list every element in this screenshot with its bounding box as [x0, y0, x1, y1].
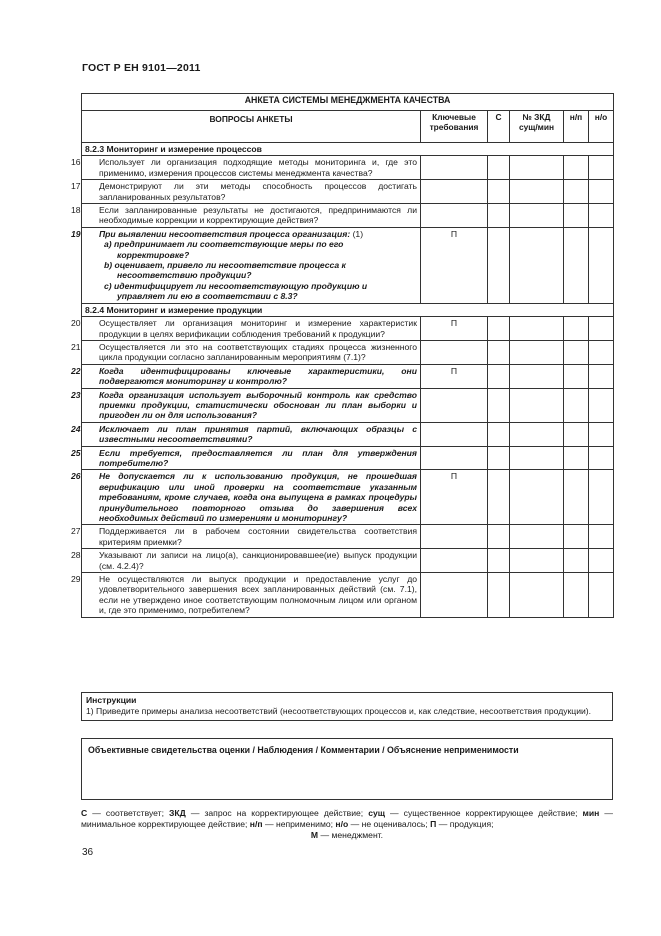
question-cell [71, 525, 421, 549]
question-cell [71, 180, 421, 204]
question-text: Когда идентифицированы ключевые характеристики, они подвергаются мониторингу и контролю? [99, 365, 417, 387]
question-number: 20 [71, 318, 81, 329]
question-text: Если запланированные результаты не достигаются, предпринимаются ли необходимые коррекции и корректирующие действия? [99, 205, 417, 226]
question-text: Не осуществляются ли выпуск продукции и предоставление услуг до удовлетворительного завершения всех запланированных действий (см. 7.1), если не утверждено иное соответствующим полномочным лицом или органом и, где это применимо, потребителем? [99, 574, 417, 616]
question-text: Демонстрируют ли эти методы способность процессов достигать запланированных результатов? [99, 181, 417, 202]
col-header-conforms: С [488, 111, 510, 143]
question-row [82, 204, 614, 228]
not-applicable-cell[interactable] [564, 388, 589, 422]
legend-desc: — продукция; [436, 819, 494, 829]
legend-desc: — запрос на корректирующее действие; [185, 808, 369, 818]
question-text-block [71, 228, 417, 239]
col-header-not-evaluated: н/о [589, 111, 614, 143]
legend-text [81, 808, 613, 829]
question-subitem: a) предпринимает ли соответствующие меры по его корректировке? [104, 239, 344, 260]
question-number: 16 [71, 157, 81, 168]
question-number: 23 [71, 389, 81, 400]
car-cell[interactable] [510, 180, 564, 204]
question-text: Осуществляется ли это на соответствующих стадиях процесса жизненного цикла продукции согласно запланированным мероприятиям (7.1)? [99, 341, 417, 363]
not-evaluated-cell[interactable] [589, 317, 614, 341]
question-subitem: c) идентифицирует ли несоответствующую продукцию и управляет ли ею в соответствии с 8.3? [104, 280, 368, 302]
car-cell[interactable] [510, 364, 564, 388]
question-number: 19 [71, 228, 81, 239]
key-requirement-cell [421, 340, 488, 364]
question-number: 24 [71, 423, 81, 434]
question-text: Осуществляет ли организация мониторинг и измерение характеристик продукции в целях верификации соблюдения требований к продукции? [99, 318, 417, 339]
question-cell [71, 470, 421, 525]
document-header: ГОСТ Р ЕН 9101—2011 [82, 62, 201, 74]
not-evaluated-cell[interactable] [589, 573, 614, 618]
question-subitem: b) оценивает, привело ли несоответствие процесса к несоответствию продукции? [104, 260, 346, 281]
not-applicable-cell[interactable] [564, 470, 589, 525]
key-requirement-cell: П [421, 470, 488, 525]
question-text-block [71, 157, 417, 178]
question-row [82, 317, 614, 341]
conforms-cell[interactable] [488, 573, 510, 618]
car-cell[interactable] [510, 204, 564, 228]
key-requirement-cell: П [421, 317, 488, 341]
conforms-cell[interactable] [488, 446, 510, 470]
not-applicable-cell[interactable] [564, 422, 589, 446]
question-cell [71, 156, 421, 180]
not-applicable-cell[interactable] [564, 364, 589, 388]
question-cell [71, 364, 421, 388]
question-text: Использует ли организация подходящие методы мониторинга и, где это применимо, измерения процессов системы менеджмента качества? [99, 157, 417, 178]
table-title: АНКЕТА СИСТЕМЫ МЕНЕДЖМЕНТА КАЧЕСТВА [82, 94, 614, 111]
question-row [82, 573, 614, 618]
legend-desc: — менеджмент. [318, 830, 384, 840]
question-cell [71, 204, 421, 228]
question-cell [71, 340, 421, 364]
not-applicable-cell[interactable] [564, 446, 589, 470]
instructions-title: Инструкции [86, 695, 137, 705]
not-evaluated-cell[interactable] [589, 180, 614, 204]
legend [81, 808, 613, 841]
question-number: 28 [71, 550, 81, 561]
car-cell[interactable] [510, 156, 564, 180]
question-text: Исключает ли план принятия партий, включающих образцы с известными несоответствиями? [99, 423, 417, 445]
section-title: 8.2.4 Мониторинг и измерение продукции [82, 303, 614, 316]
not-evaluated-cell[interactable] [589, 227, 614, 303]
car-cell[interactable] [510, 470, 564, 525]
question-cell [71, 573, 421, 618]
not-evaluated-cell[interactable] [589, 422, 614, 446]
col-header-not-applicable: н/п [564, 111, 589, 143]
question-row [82, 340, 614, 364]
legend-abbr: М [310, 830, 319, 840]
not-evaluated-cell[interactable] [589, 470, 614, 525]
question-text-block [71, 423, 417, 445]
car-cell[interactable] [510, 446, 564, 470]
question-text-block [71, 389, 417, 421]
question-text: При выявлении несоответствия процесса организация: [99, 228, 351, 239]
question-text-block [71, 574, 417, 616]
legend-abbr: П [430, 819, 437, 829]
conforms-cell[interactable] [488, 156, 510, 180]
legend-abbr: н/п [249, 819, 263, 829]
conforms-cell[interactable] [488, 204, 510, 228]
not-evaluated-cell[interactable] [589, 525, 614, 549]
key-requirement-cell [421, 573, 488, 618]
question-row [82, 525, 614, 549]
question-row [82, 549, 614, 573]
conforms-cell[interactable] [488, 422, 510, 446]
conforms-cell[interactable] [488, 388, 510, 422]
not-evaluated-cell[interactable] [589, 388, 614, 422]
conforms-cell[interactable] [488, 470, 510, 525]
question-text-block [71, 181, 417, 202]
key-requirement-cell [421, 204, 488, 228]
question-number: 22 [71, 365, 81, 376]
legend-desc: — неприменимо; [262, 819, 336, 829]
key-requirement-cell [421, 422, 488, 446]
section-header-row [82, 303, 614, 316]
question-row [82, 156, 614, 180]
key-requirement-cell [421, 549, 488, 573]
legend-abbr: н/о [335, 819, 349, 829]
not-evaluated-cell[interactable] [589, 446, 614, 470]
question-text: Поддерживается ли в рабочем состоянии свидетельства соответствия критериям приемки? [99, 526, 417, 547]
question-text-block [71, 526, 417, 547]
instructions-box [81, 692, 613, 721]
questionnaire-frame [71, 93, 613, 618]
car-cell[interactable] [510, 525, 564, 549]
question-text: Не допускается ли к использованию продукция, не прошедшая верификацию или иной проверки на соответствие указанным требованиям, кроме случаев, когда она выпущена в рамках процедуры принудительного повторного отзыва до завершения всех необходимых действий по измерениям и мониторингу? [99, 471, 417, 523]
question-text-block [71, 550, 417, 571]
question-cell [71, 446, 421, 470]
not-evaluated-cell[interactable] [589, 364, 614, 388]
question-number: 17 [71, 181, 81, 192]
question-text-block [71, 365, 417, 387]
col-header-key-requirements: Ключевые требования [421, 111, 488, 143]
not-applicable-cell[interactable] [564, 525, 589, 549]
car-cell[interactable] [510, 422, 564, 446]
key-requirement-cell: П [421, 227, 488, 303]
page-number: 36 [82, 847, 94, 858]
legend-desc: — существенное корректирующее действие; [385, 808, 583, 818]
legend-desc: — соответствует; [87, 808, 170, 818]
question-row [82, 364, 614, 388]
question-text-block [71, 341, 417, 363]
question-cell [71, 549, 421, 573]
question-row [82, 422, 614, 446]
key-requirement-cell [421, 156, 488, 180]
legend-last-line [81, 830, 613, 841]
question-text-block [71, 447, 417, 469]
question-number: 26 [71, 471, 81, 482]
question-text: Когда организация использует выборочный контроль как средство приемки продукции, статистически обоснован ли план выборки и пригоден ли он для использования? [99, 389, 417, 421]
legend-abbr: мин [582, 808, 600, 818]
not-applicable-cell[interactable] [564, 317, 589, 341]
instruction-item: 1) Приведите примеры анализа несоответствий (несоответствующих процессов и, как следствие, несоответствия продукции). [86, 705, 592, 716]
conforms-cell[interactable] [488, 317, 510, 341]
key-requirement-cell [421, 525, 488, 549]
section-header-row [82, 143, 614, 156]
question-text: Если требуется, предоставляется ли план для утверждения потребителю? [99, 447, 417, 468]
not-applicable-cell[interactable] [564, 156, 589, 180]
conforms-cell[interactable] [488, 227, 510, 303]
not-applicable-cell[interactable] [564, 340, 589, 364]
not-applicable-cell[interactable] [564, 549, 589, 573]
not-evaluated-cell[interactable] [589, 549, 614, 573]
car-cell[interactable] [510, 227, 564, 303]
not-applicable-cell[interactable] [564, 204, 589, 228]
legend-abbr: С [81, 808, 88, 818]
question-row [82, 227, 614, 303]
not-applicable-cell[interactable] [564, 227, 589, 303]
legend-desc: — не оценивалось; [348, 819, 431, 829]
key-requirement-cell [421, 180, 488, 204]
section-title: 8.2.3 Мониторинг и измерение процессов [82, 143, 614, 156]
question-text-block [71, 318, 417, 339]
car-cell[interactable] [510, 573, 564, 618]
question-cell [71, 227, 421, 303]
question-text-block [71, 205, 417, 226]
conforms-cell[interactable] [488, 340, 510, 364]
conforms-cell[interactable] [488, 525, 510, 549]
question-text-block [71, 471, 417, 523]
conforms-cell[interactable] [488, 549, 510, 573]
not-evaluated-cell[interactable] [589, 156, 614, 180]
car-cell[interactable] [510, 388, 564, 422]
question-text: Указывают ли записи на лицо(а), санкционировавшее(ие) выпуск продукции (см. 4.2.4)? [99, 550, 417, 571]
evidence-title: Объективные свидетельства оценки / Наблюдения / Комментарии / Объяснение неприменимости [88, 745, 519, 755]
col-header-questions: ВОПРОСЫ АНКЕТЫ [82, 111, 421, 143]
not-applicable-cell[interactable] [564, 573, 589, 618]
legend-abbr: ЗКД [169, 808, 186, 818]
col-header-car: № ЗКД сущ/мин [510, 111, 564, 143]
question-number: 18 [71, 205, 81, 216]
key-requirement-cell: П [421, 364, 488, 388]
questionnaire-table [71, 93, 614, 618]
car-cell[interactable] [510, 317, 564, 341]
conforms-cell[interactable] [488, 180, 510, 204]
questionnaire-body [71, 143, 614, 618]
question-number: 27 [71, 526, 81, 537]
conforms-cell[interactable] [488, 364, 510, 388]
evidence-box[interactable] [81, 738, 613, 800]
question-cell [71, 317, 421, 341]
not-evaluated-cell[interactable] [589, 340, 614, 364]
not-evaluated-cell[interactable] [589, 204, 614, 228]
question-cell [71, 388, 421, 422]
question-number: 21 [71, 341, 81, 352]
question-row [82, 388, 614, 422]
key-requirement-cell [421, 388, 488, 422]
question-row [82, 446, 614, 470]
key-requirement-cell [421, 446, 488, 470]
question-number: 29 [71, 574, 81, 585]
legend-abbr: сущ [368, 808, 386, 818]
question-row [82, 180, 614, 204]
question-suffix: (1) [350, 228, 364, 239]
not-applicable-cell[interactable] [564, 180, 589, 204]
car-cell[interactable] [510, 549, 564, 573]
legend-desc: — минимальное корректирующее действие; [81, 808, 614, 829]
question-cell [71, 422, 421, 446]
question-number: 25 [71, 447, 81, 458]
question-row [82, 470, 614, 525]
car-cell[interactable] [510, 340, 564, 364]
